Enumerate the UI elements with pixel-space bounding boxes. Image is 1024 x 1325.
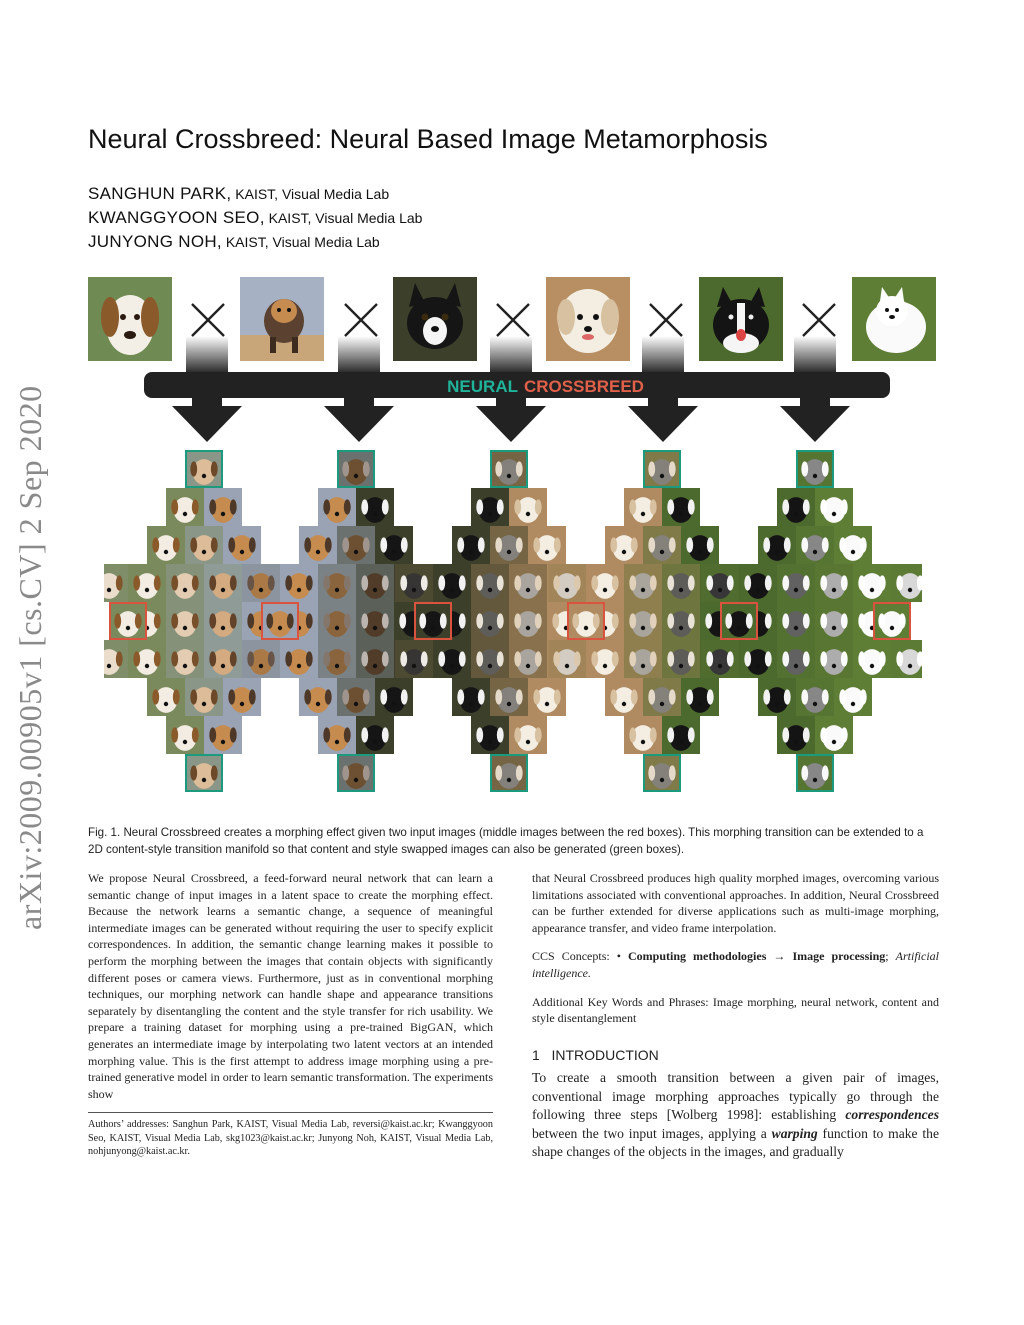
morph-tile [261,602,299,640]
morph-tile [509,716,547,754]
ccs-bold: Computing methodologies → Image processing [628,949,886,964]
morph-tile [204,640,242,678]
morph-tile [356,488,394,526]
morph-tile [548,564,586,602]
morph-tile [395,564,433,602]
morph-tile [375,526,413,564]
morph-tile [166,488,204,526]
author-affiliation: KAIST, Visual Media Lab [221,234,380,250]
footnote: Authors’ addresses: Sanghun Park, KAIST, Visual Media Lab, reversi@kaist.ac.kr; Kwanggyoon Seo, KAIST, Visual Media Lab, skg1023@kaist.ac.kr; Junyong Noh, KAIST, Visual Media Lab, nohjunyong@kaist.ac.kr. [88,1119,493,1157]
intro-text: To create a smooth transition between a given pair of images, conventional image morphing approaches typically go through the following three steps [Wolberg 1998]: establishing [532,1070,939,1123]
morph-tile [166,716,204,754]
morph-tile [471,716,509,754]
author-affiliation: KAIST, Visual Media Lab [264,210,423,226]
morph-tile [815,564,853,602]
morph-tile [452,678,490,716]
morph-tile [815,716,853,754]
banner-word-crossbreed: CROSSBREED [524,377,644,396]
intro-paragraph [532,1069,939,1161]
morph-tile [166,564,204,602]
morph-tile [414,602,452,640]
morph-tile [471,488,509,526]
intro-text: function to make the shape changes of the objects in the images, and gradually [532,1125,939,1159]
author-line [88,184,389,204]
connector [642,336,684,374]
author-affiliation: KAIST, Visual Media Lab [231,186,390,202]
banner-word-neural: NEURAL [447,377,518,396]
morph-tile [490,526,528,564]
morph-tile [147,526,185,564]
section-title: INTRODUCTION [551,1046,659,1063]
morph-tile [185,526,223,564]
morph-tile [185,450,223,488]
morph-tile [662,564,700,602]
morph-tile [337,526,375,564]
morph-tile [509,602,547,640]
morph-tile [147,678,185,716]
morph-tile [777,640,815,678]
ccs-separator: ; [885,949,896,964]
morph-tile [166,640,204,678]
down-arrow-icon [324,398,394,442]
morph-tile [528,678,566,716]
connector [338,336,380,374]
morph-tile [624,640,662,678]
morph-tile [739,564,777,602]
paper-title: Neural Crossbreed: Neural Based Image Metamorphosis [88,124,768,154]
morph-tile [299,526,337,564]
morph-tile [662,602,700,640]
morph-tile [337,450,375,488]
morph-tile [337,754,375,792]
abstract-text: We propose Neural Crossbreed, a feed-forward neural network that can learn a semantic change of input images in a latent space to create the morphing effect. Because the network learns a semantic change, a sequence of meaningful intermediate images can be generated without requiring the user to specify explicit correspondences. In addition, the semantic change learning makes it possible to perform the morphing between the images that contain objects with significantly different poses or camera views. Furthermore, just as in conventional morphing techniques, our morphing network can handle shape and appearance transitions separately by disentangling the content and the style transfer for rich usability. We prepare a training dataset for morphing using a pre-trained BigGAN, which generates an intermediate image by interpolating two latent vectors at an intended morphing value. This is the first attempt to address image morphing using a pre-trained generative model in order to learn semantic transformation. The experiments show [88,871,493,1101]
morph-manifold-grid [104,446,922,802]
morph-tile [777,488,815,526]
morph-tile [204,716,242,754]
morph-tile [509,640,547,678]
morph-tile [701,564,739,602]
morph-tile [318,564,356,602]
morph-tile [395,640,433,678]
morph-tile [433,640,471,678]
author-line [88,232,380,252]
morph-tile [204,488,242,526]
morph-tile [109,602,147,640]
morph-tile [280,564,318,602]
connector [490,336,532,374]
author-name: SANGHUN PARK, [88,184,232,203]
author-line [88,208,422,228]
morph-tile [242,640,280,678]
morph-tile [681,526,719,564]
down-arrow-icon [476,398,546,442]
morph-tile [375,678,413,716]
ccs-italic: Artificial intelligence. [532,949,939,980]
morph-tile [624,488,662,526]
section-heading [532,1047,939,1064]
morph-tile [796,450,834,488]
morph-tile [299,678,337,716]
connector [186,336,228,374]
morph-tile [318,716,356,754]
morph-tile [433,564,471,602]
morph-tile [185,678,223,716]
morph-tile [853,640,891,678]
connector [794,336,836,374]
author-name: KWANGGYOON SEO, [88,208,265,227]
morph-tile [548,640,586,678]
morph-tile [777,716,815,754]
neural-crossbreed-diagram [140,330,900,446]
arxiv-identifier: arXiv:2009.00905v1 [cs.CV] 2 Sep 2020 [12,385,48,930]
intro-emphasis: warping [771,1125,818,1141]
morph-tile [318,640,356,678]
morph-tile [701,640,739,678]
morph-tile [490,754,528,792]
morph-tile [490,678,528,716]
morph-tile [605,678,643,716]
morph-tile [624,716,662,754]
morph-tile [528,526,566,564]
footnote-rule [88,1112,493,1113]
morph-tile [681,678,719,716]
morph-tile [452,526,490,564]
morph-tile [471,640,509,678]
ccs-prefix: CCS Concepts: • [532,949,628,964]
morph-tile [509,564,547,602]
ccs-concepts [532,948,939,981]
morph-tile [318,602,356,640]
section-number: 1 [532,1046,540,1063]
morph-tile [796,526,834,564]
morph-tile [223,678,261,716]
morph-tile [104,564,128,602]
morph-tile [223,526,261,564]
morph-tile [185,754,223,792]
abstract [88,870,493,1102]
morph-tile [758,678,796,716]
figure-caption: Fig. 1. Neural Crossbreed creates a morphing effect given two input images (middle images between the red boxes). This morphing transition can be extended to a 2D content-style transition manifold so that content and style swapped images can also be generated (green boxes). [88,826,924,856]
morph-tile [318,488,356,526]
down-arrow-icon [172,398,242,442]
intro-text: between the two input images, applying a [532,1125,772,1141]
morph-tile [337,678,375,716]
morph-tile [796,678,834,716]
morph-tile [356,564,394,602]
morph-tile [662,716,700,754]
morph-tile [853,564,891,602]
abstract-continuation: that Neural Crossbreed produces high quality morphed images, overcoming various limitations associated with conventional approaches. In addition, Neural Crossbreed can be further extended for diverse applications such as multi-image morphing, appearance transfer, and video frame interpolation. [532,871,939,935]
morph-tile [242,564,280,602]
morph-tile [356,716,394,754]
morph-tile [624,602,662,640]
right-column [532,870,939,1161]
morph-tile [166,602,204,640]
morph-tile [891,640,922,678]
morph-tile [280,640,318,678]
morph-tile [643,526,681,564]
morph-tile [834,526,872,564]
morph-tile [739,640,777,678]
morph-tile [586,564,624,602]
morph-tile [605,526,643,564]
morph-tile [815,488,853,526]
intro-emphasis: correspondences [845,1107,939,1123]
down-arrow-icon [628,398,698,442]
morph-tile [758,526,796,564]
morph-tile [204,602,242,640]
morph-tile [356,602,394,640]
morph-tile [643,754,681,792]
down-arrow-icon [780,398,850,442]
morph-tile [471,602,509,640]
morph-tile [873,602,911,640]
morph-tile [509,488,547,526]
morph-tile [490,450,528,488]
morph-tile [128,564,166,602]
morph-tile [643,450,681,488]
morph-tile [662,488,700,526]
morph-tile [204,564,242,602]
morph-tile [834,678,872,716]
morph-tile [777,564,815,602]
morph-tile [815,602,853,640]
morph-tile [796,754,834,792]
morph-tile [643,678,681,716]
morph-tile [471,564,509,602]
morph-tile [777,602,815,640]
morph-tile [586,640,624,678]
morph-tile [567,602,605,640]
morph-tile [128,640,166,678]
author-name: JUNYONG NOH, [88,232,222,251]
morph-tile [356,640,394,678]
morph-tile [891,564,922,602]
morph-tile [104,640,128,678]
morph-tile [624,564,662,602]
keywords: Additional Key Words and Phrases: Image morphing, neural network, content and style disentanglement [532,994,939,1026]
morph-tile [720,602,758,640]
morph-tile [662,640,700,678]
morph-tile [815,640,853,678]
